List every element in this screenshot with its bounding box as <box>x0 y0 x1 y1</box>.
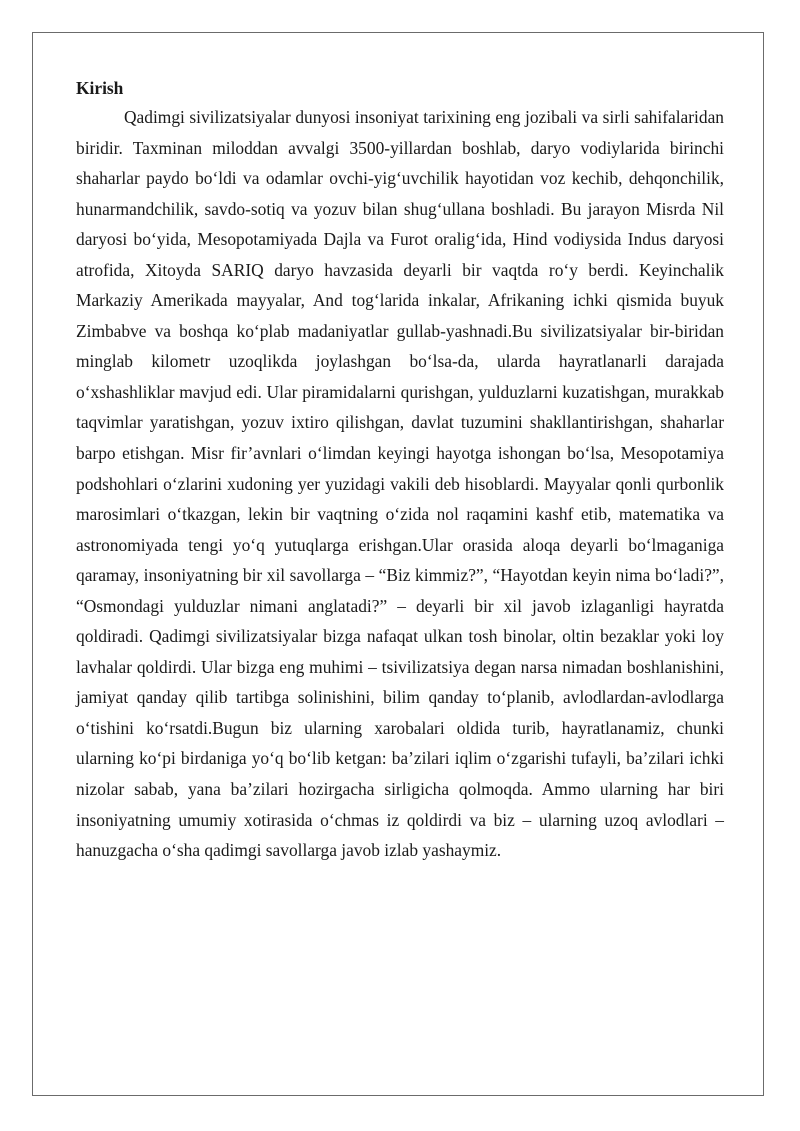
section-heading: Kirish <box>76 78 124 98</box>
body-paragraph: Qadimgi sivilizatsiyalar dunyosi insoniyat tarixining eng jozibali va sirli sahifalaridan biridir. Taxminan miloddan avvalgi 3500-yillardan boshlab, daryo vodiylarida birinchi shaharlar paydo bo‘ldi va odamlar ovchi-yig‘uvchilik hayotidan voz kechib, dehqonchilik, hunarmandchilik, savdo-sotiq va yozuv bilan shug‘ullana boshladi. Bu jarayon Misrda Nil daryosi bo‘yida, Mesopotamiyada Dajla va Furot oralig‘ida, Hind vodiysida Indus daryosi atrofida, Xitoyda SARIQ daryo havzasida deyarli bir vaqtda ro‘y berdi. Keyinchalik Markaziy Amerikada mayyalar, And tog‘larida inkalar, Afrikaning ichki qismida buyuk Zimbabve va boshqa ko‘plab madaniyatlar gullab-yashnadi.Bu sivilizatsiyalar bir-biridan minglab kilometr uzoqlikda joylashgan bo‘lsa-da, ularda hayratlanarli darajada o‘xshashliklar mavjud edi. Ular piramidalarni qurishgan, yulduzlarni kuzatishgan, murakkab taqvimlar yaratishgan, yozuv ixtiro qilishgan, davlat tuzumini shakllantirishgan, shaharlar barpo etishgan. Misr fir’avnlari o‘limdan keyingi hayotga ishongan bo‘lsa, Mesopotamiya podshohlari o‘zlarini xudoning yer yuzidagi vakili deb hisoblardi. Mayyalar qonli qurbonlik marosimlari o‘tkazgan, lekin bir vaqtning o‘zida nol raqamini kashf etib, matematika va astronomiyada tengi yo‘q yutuqlarga erishgan.Ular orasida aloqa deyarli bo‘lmaganiga qaramay, insoniyatning bir xil savollarga – “Biz kimmiz?”, “Hayotdan keyin nima bo‘ladi?”, “Osmondagi yulduzlar nimani anglatadi?” – deyarli bir xil javob izlaganligi hayratda qoldiradi. Qadimgi sivilizatsiyalar bizga nafaqat ulkan tosh binolar, oltin bezaklar yoki loy lavhalar qoldirdi. Ular bizga eng muhimi – tsivilizatsiya degan narsa nimadan boshlanishini, jamiyat qanday qilib tartibga solinishini, bilim qanday to‘planib, avlodlardan-avlodlarga o‘tishini ko‘rsatdi.Bugun biz ularning xarobalari oldida turib, hayratlanamiz, chunki ularning ko‘pi birdaniga yo‘q bo‘lib ketgan: ba’zilari iqlim o‘zgarishi tufayli, ba’zilari ichki nizolar sabab, yana ba’zilari hozirgacha sirligicha qolmoqda. Ammo ularning har biri insoniyatning umumiy xotirasida o‘chmas iz qoldirdi va biz – ularning uzoq avlodlari – hanuzgacha o‘sha qadimgi savollarga javob izlab yashaymiz. <box>76 107 724 861</box>
document-body <box>76 74 724 866</box>
